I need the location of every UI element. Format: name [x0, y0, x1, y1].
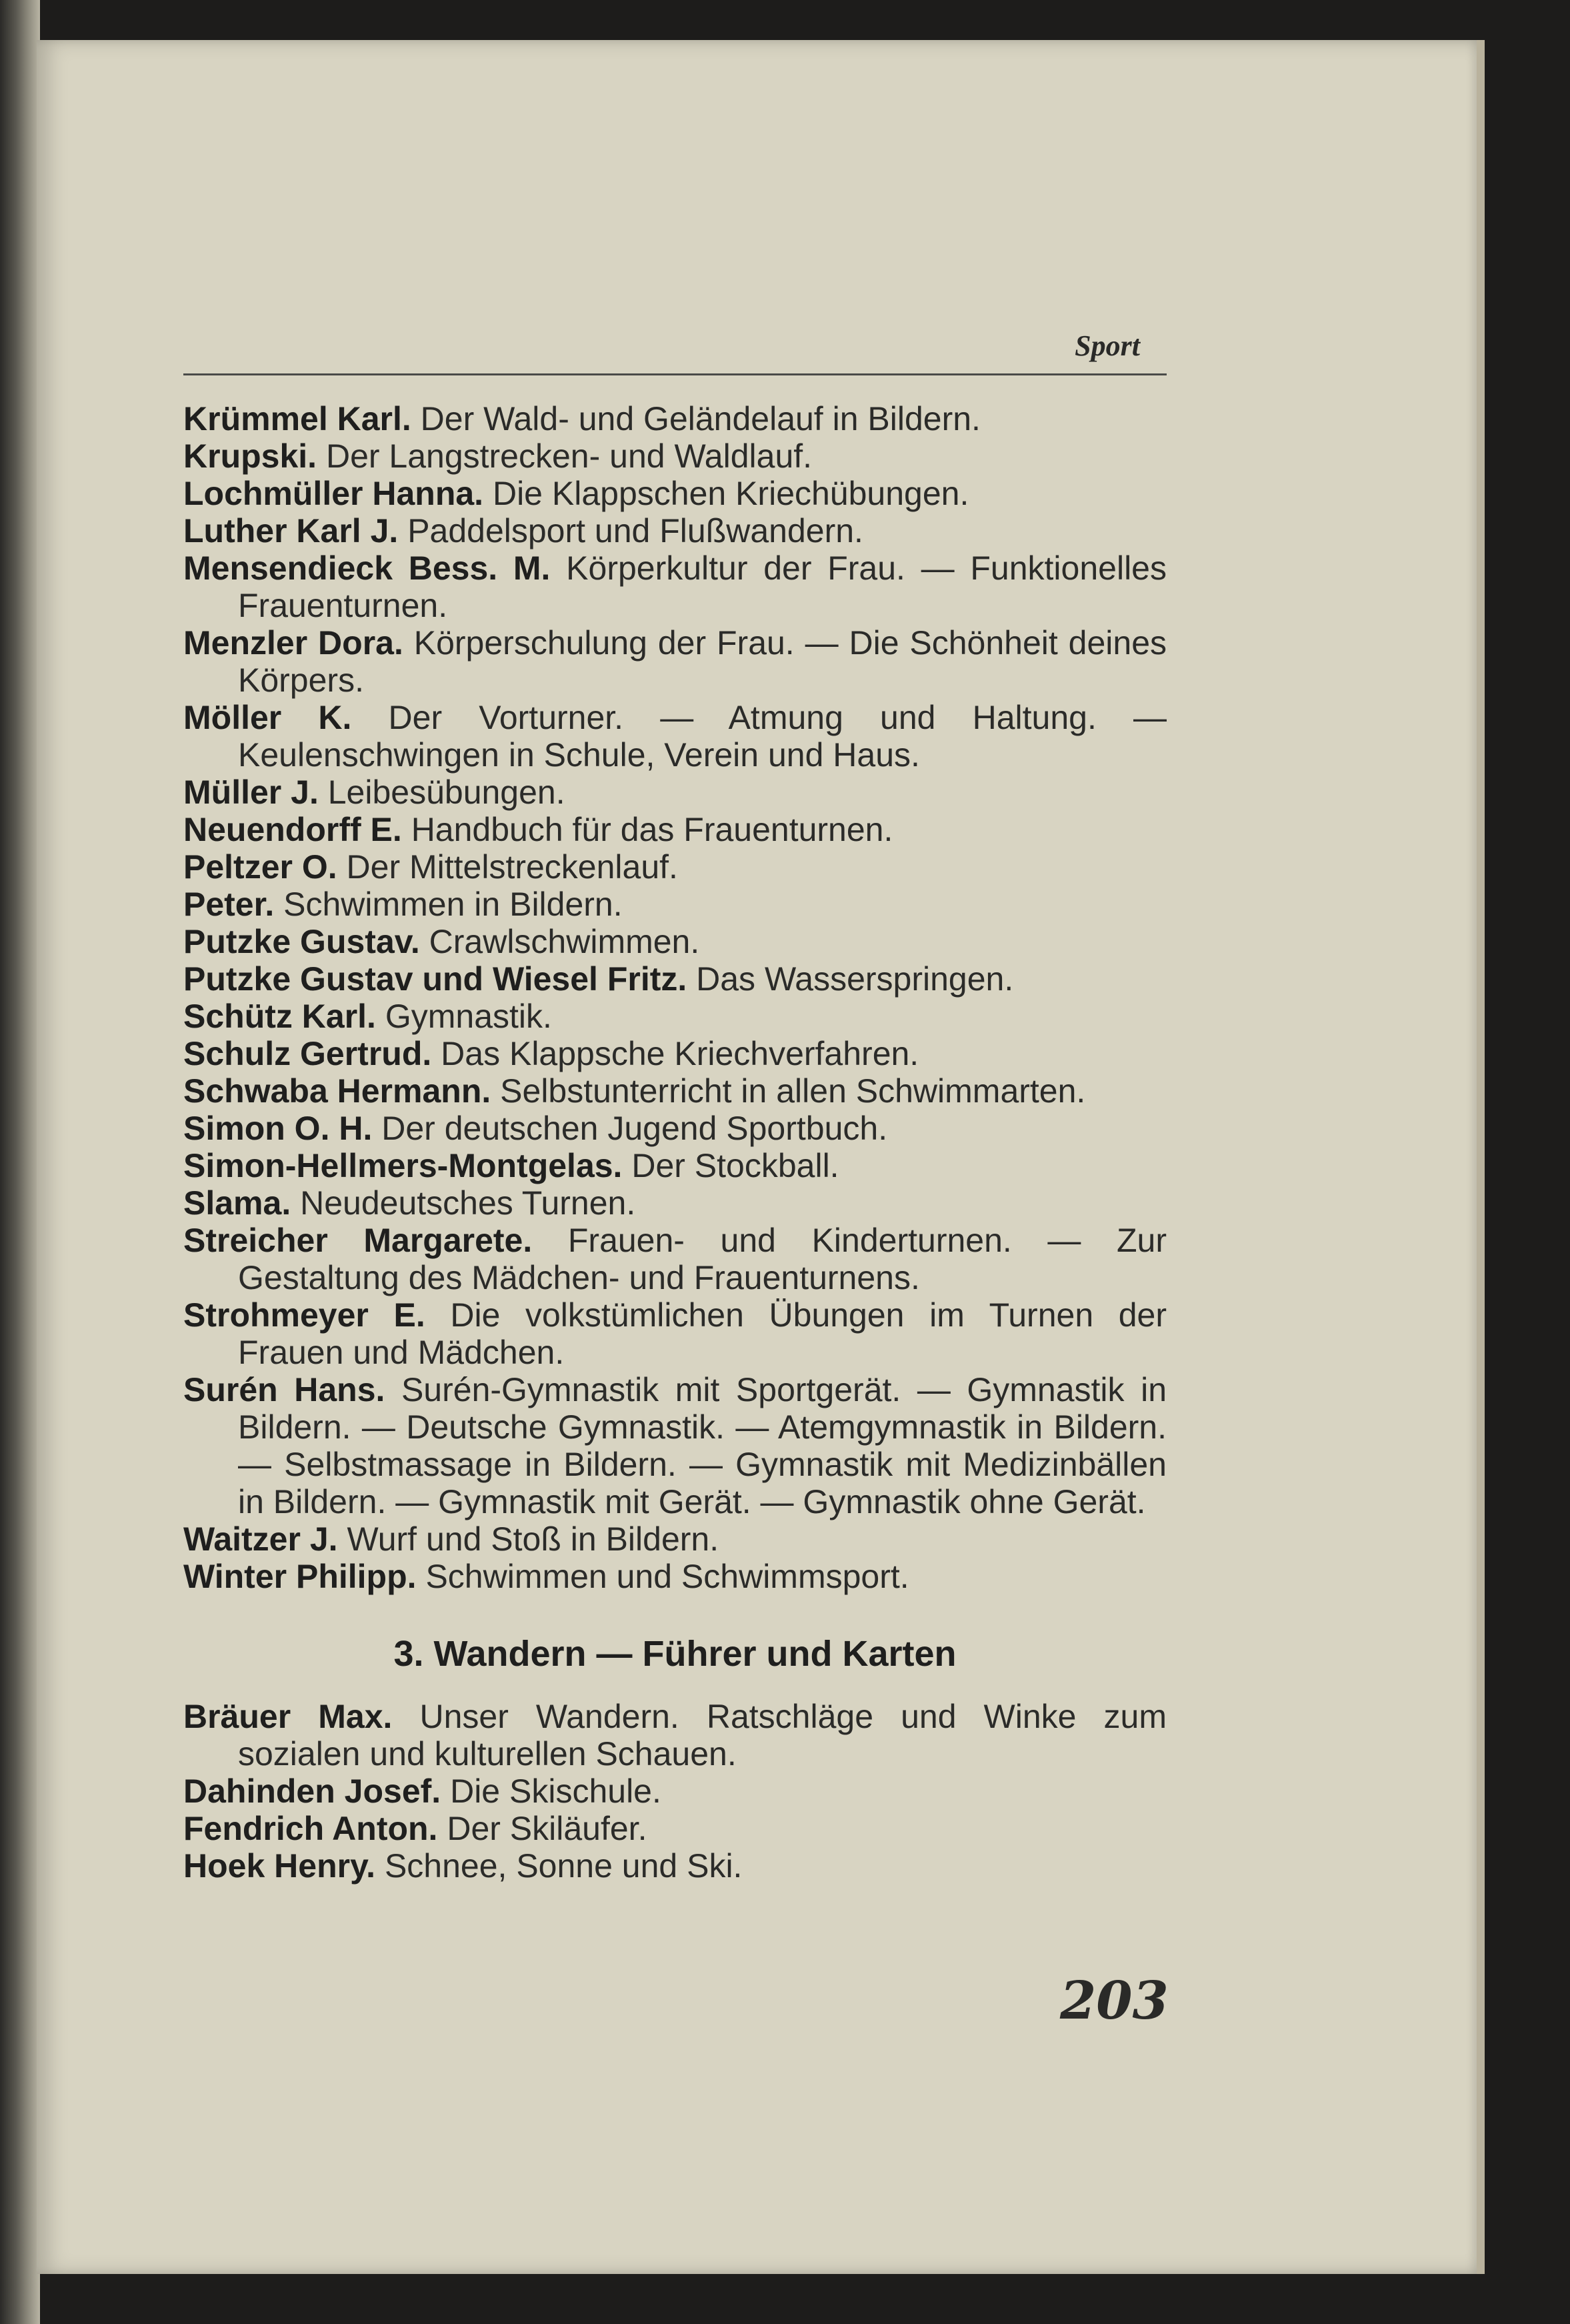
entry-author: Putzke Gustav.	[183, 923, 420, 960]
entry-title: Der Wald- und Geländelauf in Bildern.	[411, 400, 981, 437]
list-item	[183, 886, 1167, 923]
entry-title: Leibesübungen.	[318, 774, 565, 811]
list-item	[183, 400, 1167, 437]
entry-title: Die Klappschen Kriechübungen.	[483, 475, 969, 512]
entry-author: Mensendieck Bess. M.	[183, 549, 551, 587]
entry-title: Der Langstrecken- und Waldlauf.	[317, 437, 813, 475]
entry-title: Der Mittelstreckenlauf.	[337, 848, 678, 886]
entry-title: Der Skiläufer.	[437, 1810, 647, 1847]
list-item	[183, 998, 1167, 1035]
entry-author: Winter Philipp.	[183, 1558, 417, 1595]
book-spine	[0, 0, 40, 2324]
entry-author: Schulz Gertrud.	[183, 1035, 432, 1072]
entry-author: Fendrich Anton.	[183, 1810, 438, 1847]
list-item	[183, 811, 1167, 848]
list-item	[183, 624, 1167, 699]
entry-title: Gymnastik.	[375, 998, 552, 1035]
page-header	[183, 313, 1167, 375]
list-item	[183, 1371, 1167, 1520]
entry-author: Menzler Dora.	[183, 624, 403, 662]
list-item	[183, 1184, 1167, 1222]
entry-title: Der Vorturner. — Atmung und Haltung. — Keulenschwingen in Schule, Verein und Haus.	[238, 699, 1167, 774]
list-item	[183, 923, 1167, 960]
running-head: Sport	[1075, 329, 1140, 362]
entry-author: Streicher Margarete.	[183, 1222, 533, 1259]
list-item	[183, 1520, 1167, 1558]
entry-author: Strohmeyer E.	[183, 1296, 425, 1334]
bibliography-content	[183, 400, 1167, 1885]
entry-title: Körperschulung der Frau. — Die Schönheit deines Körpers.	[238, 624, 1167, 699]
list-item	[183, 1110, 1167, 1147]
entry-author: Müller J.	[183, 774, 319, 811]
list-item	[183, 960, 1167, 998]
entry-author: Krümmel Karl.	[183, 400, 411, 437]
entry-author: Schütz Karl.	[183, 998, 376, 1035]
entry-author: Putzke Gustav und Wiesel Fritz.	[183, 960, 687, 998]
entry-author: Peltzer O.	[183, 848, 337, 886]
entry-author: Simon-Hellmers-Montgelas.	[183, 1147, 623, 1184]
entry-author: Simon O. H.	[183, 1110, 373, 1147]
list-item	[183, 1296, 1167, 1371]
list-item	[183, 437, 1167, 475]
list-item	[183, 549, 1167, 624]
entry-title: Paddelsport und Flußwandern.	[398, 512, 863, 549]
entry-title: Handbuch für das Frauenturnen.	[401, 811, 893, 848]
section-entry-list	[183, 1698, 1167, 1885]
entry-author: Schwaba Hermann.	[183, 1072, 491, 1110]
list-item	[183, 1847, 1167, 1885]
list-item	[183, 1558, 1167, 1595]
list-item	[183, 848, 1167, 886]
entry-title: Der deutschen Jugend Sportbuch.	[372, 1110, 888, 1147]
entry-title: Der Stockball.	[622, 1147, 839, 1184]
entry-title: Das Klappsche Kriechverfahren.	[431, 1035, 919, 1072]
list-item	[183, 1810, 1167, 1847]
entry-author: Slama.	[183, 1184, 291, 1222]
entry-title: Körperkultur der Frau. — Funktionelles Frauenturnen.	[238, 549, 1167, 624]
entry-author: Surén Hans.	[183, 1371, 385, 1408]
entry-author: Waitzer J.	[183, 1520, 338, 1558]
entry-author: Dahinden Josef.	[183, 1773, 441, 1810]
entry-author: Peter.	[183, 886, 275, 923]
entry-title: Selbstunterricht in allen Schwimmarten.	[491, 1072, 1086, 1110]
entry-title: Das Wasserspringen.	[687, 960, 1014, 998]
list-item	[183, 512, 1167, 549]
list-item	[183, 1035, 1167, 1072]
entry-author: Möller K.	[183, 699, 352, 736]
entry-author: Krupski.	[183, 437, 317, 475]
entry-title: Die Skischule.	[441, 1773, 661, 1810]
page-number: 203	[1060, 1971, 1169, 2031]
list-item	[183, 475, 1167, 512]
entry-title: Schwimmen und Schwimmsport.	[416, 1558, 909, 1595]
list-item	[183, 1698, 1167, 1773]
section-title: 3. Wandern — Führer und Karten	[393, 1634, 957, 1674]
list-item	[183, 774, 1167, 811]
entry-title: Unser Wandern. Ratschläge und Winke zum sozialen und kulturellen Schauen.	[238, 1698, 1167, 1773]
entry-title: Schnee, Sonne und Ski.	[375, 1847, 743, 1885]
list-item	[183, 1773, 1167, 1810]
entry-title: Surén-Gymnastik mit Sportgerät. — Gymnastik in Bildern. — Deutsche Gymnastik. — Atemgymnastik in Bildern. — Selbstmassage in Bildern. — Gymnastik mit Medizinbällen in Bildern. — Gymnastik mit Gerät. — Gymnastik ohne Gerät.	[238, 1371, 1167, 1520]
entry-author: Bräuer Max.	[183, 1698, 393, 1735]
list-item	[183, 1072, 1167, 1110]
entry-author: Neuendorff E.	[183, 811, 402, 848]
entry-title: Schwimmen in Bildern.	[274, 886, 623, 923]
list-item	[183, 1147, 1167, 1184]
entry-author: Hoek Henry.	[183, 1847, 376, 1885]
entry-title: Crawlschwimmen.	[419, 923, 700, 960]
entry-title: Die volkstümlichen Übungen im Turnen der Frauen und Mädchen.	[238, 1296, 1167, 1371]
entry-title: Frauen- und Kinderturnen. — Zur Gestaltung des Mädchen- und Frauenturnens.	[238, 1222, 1167, 1296]
entry-author: Luther Karl J.	[183, 512, 399, 549]
entry-list	[183, 400, 1167, 1595]
entry-author: Lochmüller Hanna.	[183, 475, 484, 512]
entry-title: Neudeutsches Turnen.	[291, 1184, 636, 1222]
entry-title: Wurf und Stoß in Bildern.	[337, 1520, 719, 1558]
list-item	[183, 1222, 1167, 1296]
list-item	[183, 699, 1167, 774]
